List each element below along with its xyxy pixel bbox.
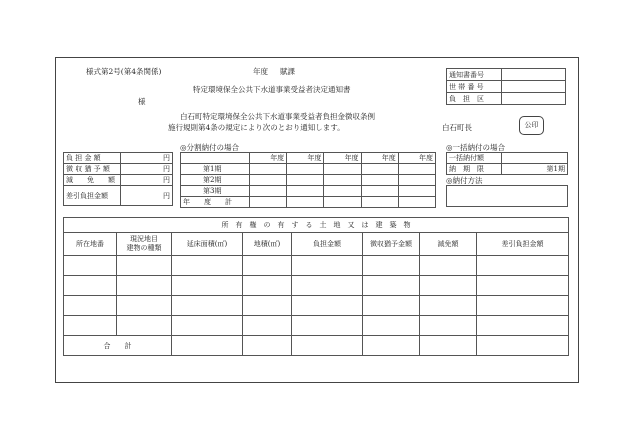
lump-sum-heading: ◎一括納付の場合: [446, 143, 506, 152]
col-lot-number: 所在地番: [64, 233, 117, 256]
body-line-1: 白石町特定環境保全公共下水道事業受益者負担金徴収条例: [180, 112, 375, 121]
table-row: [64, 276, 569, 296]
installment-total-row: [181, 197, 436, 208]
summary-label: 減 免 額: [64, 175, 121, 186]
col-net-amount: 差引負担金額: [477, 233, 569, 256]
summary-unit: 円: [121, 164, 173, 175]
col-land-category-line1: 現況地目: [130, 235, 158, 243]
period-label: 第3期: [181, 186, 250, 197]
land-table: [63, 217, 569, 356]
table-row: [64, 316, 569, 336]
summary-label: 差引負担金額: [64, 186, 121, 206]
year-header: 年度: [324, 153, 361, 164]
installment-corner: [181, 153, 250, 164]
notice-label: 世 帯 番 号: [447, 81, 502, 93]
installment-header-row: [181, 153, 436, 164]
table-row: [64, 296, 569, 316]
period-label: 第2期: [181, 175, 250, 186]
form-number: 様式第2号(第4条関係): [86, 67, 162, 76]
installment-row: [181, 175, 436, 186]
body-line-2: 施行規則第4条の規定により次のとおり通知します。: [168, 123, 345, 132]
summary-row: [64, 153, 173, 164]
payment-method-box: [446, 185, 568, 207]
table-row: [64, 256, 569, 276]
summary-label: 徴 収 猶 予 額: [64, 164, 121, 175]
col-floor-area: 延床面積(㎡): [172, 233, 243, 256]
summary-row: [64, 164, 173, 175]
official-seal: 公印: [519, 116, 544, 135]
summary-label: 負 担 金 額: [64, 153, 121, 164]
year-total-label: 年 度 計: [181, 197, 250, 208]
department-label: 賦課: [280, 67, 295, 76]
notice-row: [447, 81, 566, 93]
notice-row: [447, 69, 566, 81]
col-land-area: 地積(㎡): [243, 233, 292, 256]
installment-row: [181, 164, 436, 175]
summary-row: [64, 186, 173, 206]
lump-sum-deadline-value: 第1期: [502, 164, 568, 175]
notice-value: [502, 69, 566, 81]
land-table-heading: 所 有 権 の 有 す る 土 地 又 は 建 築 物: [64, 218, 569, 233]
lump-sum-amount-label: 一括納付額: [447, 153, 502, 164]
lump-sum-deadline-label: 納 期 限: [447, 164, 502, 175]
lump-sum-row: [447, 153, 568, 164]
year-header: 年度: [398, 153, 435, 164]
installment-row: [181, 186, 436, 197]
document-title: 特定環境保全公共下水道事業受益者決定通知書: [193, 85, 351, 94]
col-land-category: [117, 233, 172, 256]
summary-unit: 円: [121, 186, 173, 206]
land-table-heading-row: [64, 218, 569, 233]
notice-label: 負 担 区: [447, 93, 502, 105]
payment-method-heading: ◎納付方法: [446, 176, 483, 185]
land-total-label: 合 計: [64, 336, 172, 356]
period-label: 第1期: [181, 164, 250, 175]
installment-heading: ◎分割納付の場合: [180, 143, 240, 152]
addressee-suffix: 様: [138, 97, 146, 106]
installment-table: [180, 152, 436, 208]
notice-label: 通知書番号: [447, 69, 502, 81]
summary-row: [64, 175, 173, 186]
notice-row: [447, 93, 566, 105]
fiscal-year-label: 年度: [253, 67, 268, 76]
issuer: 白石町長: [442, 123, 472, 132]
col-deferred-amount: 徴収猶予金額: [363, 233, 420, 256]
summary-unit: 円: [121, 175, 173, 186]
notice-value: [502, 93, 566, 105]
lump-sum-row: [447, 164, 568, 175]
year-header: 年度: [287, 153, 324, 164]
notice-value: [502, 81, 566, 93]
lump-sum-table: [446, 152, 568, 175]
year-header: 年度: [361, 153, 398, 164]
col-charge-amount: 負担金額: [292, 233, 363, 256]
summary-unit: 円: [121, 153, 173, 164]
year-header: 年度: [250, 153, 287, 164]
land-total-row: [64, 336, 569, 356]
col-land-category-line2: 建物の種類: [126, 244, 162, 252]
land-table-header-row: [64, 233, 569, 256]
summary-table: [63, 152, 173, 206]
notice-box: [446, 68, 566, 105]
col-exemption-amount: 減免額: [420, 233, 477, 256]
